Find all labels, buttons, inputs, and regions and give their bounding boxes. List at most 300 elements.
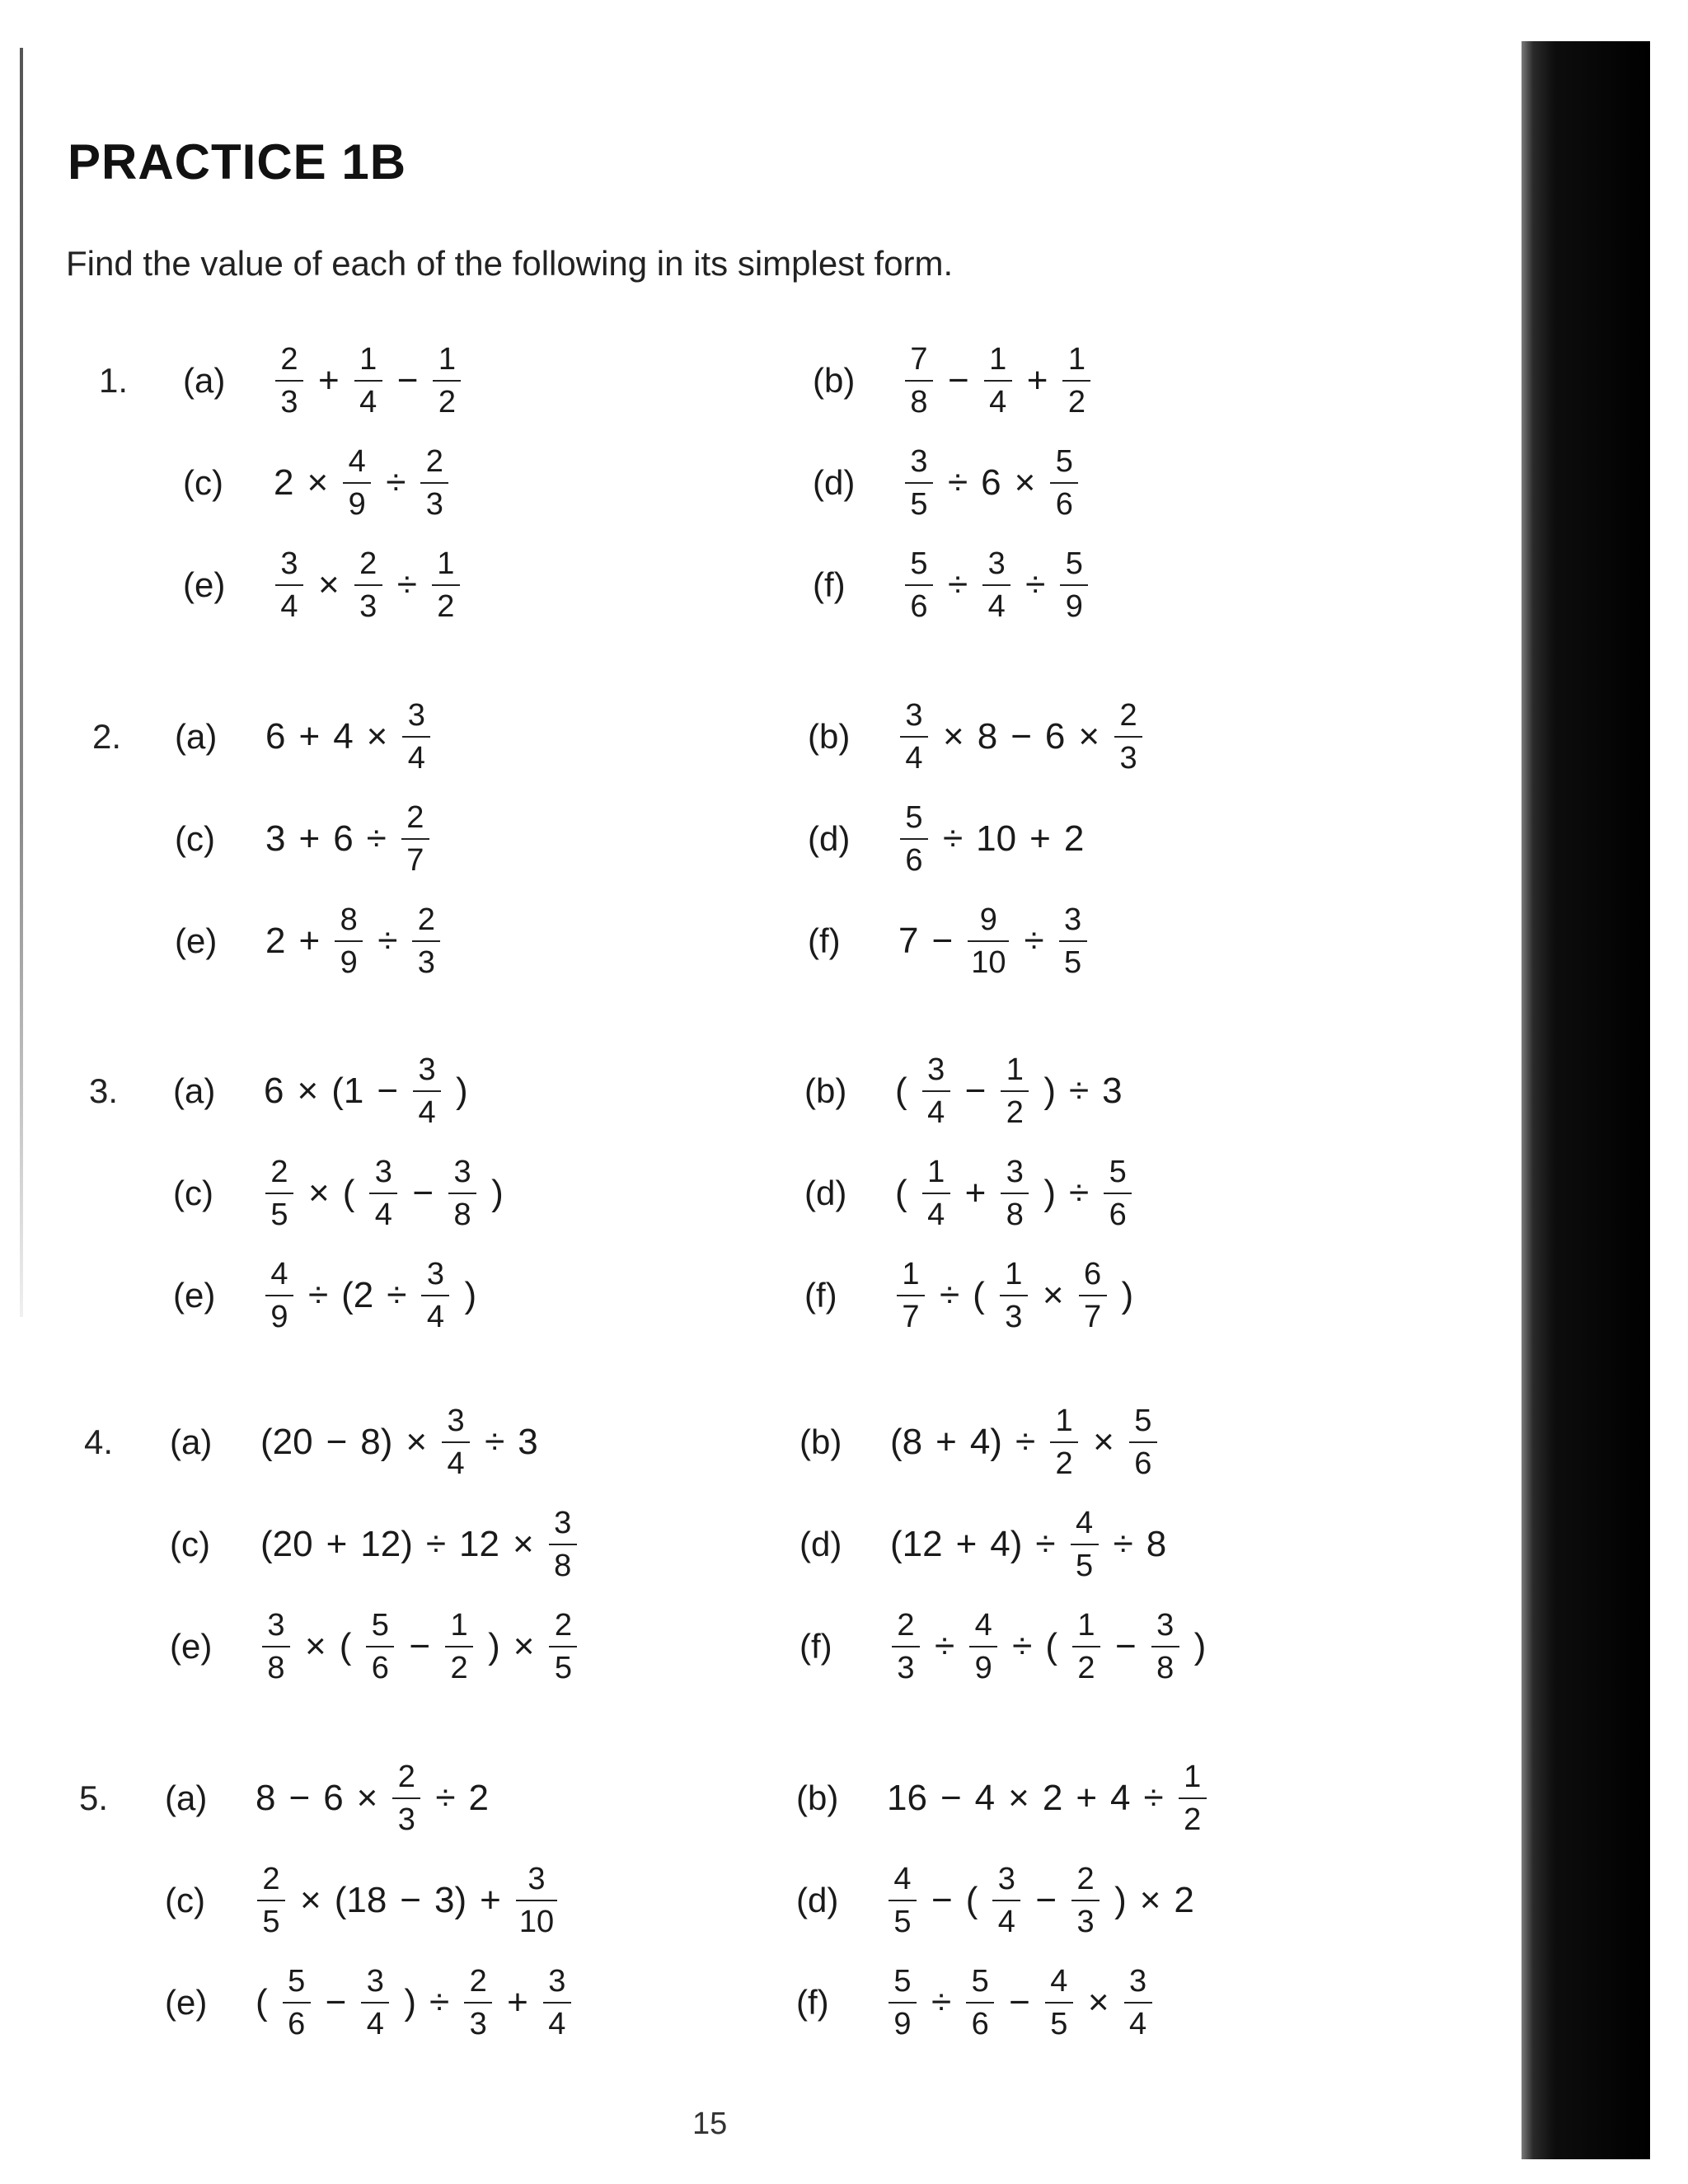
expression-token: ÷ xyxy=(425,1524,447,1564)
denominator: 4 xyxy=(927,1095,945,1130)
exercise-part xyxy=(808,790,1090,888)
expression-token: 6 xyxy=(333,818,354,859)
expression-token: ÷ xyxy=(948,565,968,605)
fraction xyxy=(1124,1966,1152,2040)
fraction xyxy=(1060,548,1088,622)
exercise-part xyxy=(804,1042,1129,1141)
denominator: 10 xyxy=(971,945,1006,980)
exercise-part xyxy=(170,1495,585,1594)
denominator: 9 xyxy=(974,1651,992,1685)
numerator: 2 xyxy=(425,444,443,479)
part-label: (b) xyxy=(796,1779,839,1817)
numerator: 2 xyxy=(417,902,435,937)
expression-token: 3 xyxy=(1102,1071,1123,1111)
expression-token: + xyxy=(298,818,321,859)
denominator: 4 xyxy=(418,1095,436,1130)
fraction xyxy=(984,344,1012,418)
expression-token: + xyxy=(326,1524,348,1564)
expression-token: ÷ xyxy=(948,462,968,503)
denominator: 4 xyxy=(927,1197,945,1232)
exercise-part xyxy=(175,790,438,888)
part-label: (d) xyxy=(799,1525,842,1563)
denominator: 9 xyxy=(270,1300,288,1334)
denominator: 2 xyxy=(438,385,456,419)
question-number: 3. xyxy=(89,1071,119,1110)
expression-token: − xyxy=(396,360,419,401)
fraction xyxy=(543,1966,571,2040)
expression-token: × xyxy=(1078,716,1100,757)
expression xyxy=(259,904,448,978)
expression xyxy=(884,1405,1165,1479)
fraction xyxy=(433,344,461,418)
part-label: (c) xyxy=(170,1525,210,1563)
denominator: 3 xyxy=(359,589,377,624)
fraction xyxy=(549,1507,577,1582)
exercise-part xyxy=(799,1393,1165,1492)
numerator: 3 xyxy=(1128,1964,1147,1999)
expression-token: 2 xyxy=(1063,818,1085,859)
exercise-part xyxy=(796,1749,1215,1848)
exercise-part xyxy=(813,536,1096,635)
expression xyxy=(257,1156,510,1230)
numerator: 3 xyxy=(407,698,425,733)
expression-token: 8 xyxy=(256,1778,276,1818)
expression-token: 3 xyxy=(518,1422,538,1462)
expression-token: − xyxy=(325,1982,347,2022)
expression xyxy=(249,1966,579,2040)
fraction xyxy=(1104,1156,1132,1230)
denominator: 4 xyxy=(359,385,377,419)
part-label: (e) xyxy=(175,921,218,960)
denominator: 8 xyxy=(1156,1651,1175,1685)
fraction xyxy=(922,1156,950,1230)
expression-token: + xyxy=(964,1173,987,1213)
fraction xyxy=(354,548,382,622)
instruction-text: Find the value of each of the following in its simplest form. xyxy=(66,244,954,283)
numerator: 3 xyxy=(1064,902,1082,937)
fraction xyxy=(275,548,303,622)
question-number: 4. xyxy=(84,1422,114,1461)
expression-token: ) xyxy=(1043,1071,1057,1111)
numerator: 2 xyxy=(397,1760,415,1794)
fraction xyxy=(421,1258,449,1333)
numerator: 2 xyxy=(469,1964,487,1999)
numerator: 4 xyxy=(974,1608,992,1643)
numerator: 2 xyxy=(554,1608,572,1643)
denominator: 6 xyxy=(1109,1197,1127,1232)
expression xyxy=(892,802,1090,876)
numerator: 2 xyxy=(359,546,377,581)
expression-token: − xyxy=(412,1173,434,1213)
expression-token: ÷ xyxy=(935,1626,955,1666)
expression-token: × xyxy=(513,1524,534,1564)
part-label: (a) xyxy=(183,361,226,400)
fraction xyxy=(361,1966,389,2040)
denominator: 9 xyxy=(1065,589,1083,624)
expression-token: 7 xyxy=(898,921,919,961)
expression-token: 6 xyxy=(264,1071,284,1111)
expression-token: − xyxy=(326,1422,348,1462)
expression-token: × xyxy=(305,1626,326,1666)
numerator: 8 xyxy=(340,902,358,937)
denominator: 5 xyxy=(1076,1549,1094,1583)
denominator: 9 xyxy=(348,487,366,522)
denominator: 4 xyxy=(997,1905,1015,1939)
denominator: 6 xyxy=(971,2007,989,2041)
fraction xyxy=(1062,344,1090,418)
expression-token: ( xyxy=(973,1275,985,1315)
part-label: (b) xyxy=(804,1071,847,1110)
fraction xyxy=(369,1156,397,1230)
exercise-part xyxy=(173,1246,483,1345)
denominator: 6 xyxy=(371,1651,389,1685)
denominator: 8 xyxy=(910,385,928,419)
numerator: 1 xyxy=(359,342,377,377)
expression-token: + xyxy=(1029,818,1051,859)
fraction xyxy=(265,1258,293,1333)
expression-token: + xyxy=(935,1422,957,1462)
expression-token: − xyxy=(377,1071,399,1111)
fraction xyxy=(905,446,933,520)
fraction xyxy=(1071,1863,1100,1938)
part-label: (c) xyxy=(173,1174,213,1212)
expression-token: × xyxy=(1014,462,1036,503)
denominator: 7 xyxy=(1083,1300,1102,1334)
exercise-part xyxy=(796,1953,1160,2052)
denominator: 7 xyxy=(406,843,424,878)
fraction xyxy=(905,548,933,622)
fraction xyxy=(448,1156,476,1230)
expression-token: + xyxy=(298,716,321,757)
expression-token: (18 xyxy=(334,1880,387,1920)
expression-token: 12) xyxy=(360,1524,413,1564)
exercise-part xyxy=(796,1851,1201,1950)
fraction xyxy=(1045,1966,1073,2040)
expression-token: ( xyxy=(339,1626,352,1666)
exercise-part xyxy=(804,1246,1140,1345)
fraction xyxy=(401,802,429,876)
expression xyxy=(892,700,1151,774)
expression-token: 2 xyxy=(1174,1880,1194,1920)
expression-token: 8 xyxy=(977,716,998,757)
exercise-part xyxy=(165,1953,579,2052)
numerator: 3 xyxy=(910,444,928,479)
expression xyxy=(897,548,1096,622)
denominator: 4 xyxy=(447,1446,465,1481)
expression-token: ÷ xyxy=(485,1422,505,1462)
denominator: 8 xyxy=(1006,1197,1024,1232)
fraction xyxy=(1151,1610,1179,1684)
expression-token: 6 xyxy=(1044,716,1066,757)
expression-token: ) xyxy=(404,1982,417,2022)
numerator: 9 xyxy=(979,902,997,937)
expression-token: ÷ xyxy=(1113,1524,1133,1564)
expression-token: ÷ xyxy=(377,921,398,961)
denominator: 3 xyxy=(280,385,298,419)
expression-token: × xyxy=(406,1422,428,1462)
expression-token: ÷ xyxy=(386,462,406,503)
expression-token: ÷ xyxy=(1012,1626,1033,1666)
expression-token: ) xyxy=(456,1071,468,1111)
denominator: 5 xyxy=(554,1651,572,1685)
expression-token: ( xyxy=(256,1982,268,2022)
fraction xyxy=(1001,1156,1029,1230)
fraction xyxy=(1001,1054,1029,1128)
expression-token: − xyxy=(931,921,954,961)
fraction xyxy=(1059,904,1087,978)
expression-token: ) xyxy=(1043,1173,1057,1213)
exercise-part xyxy=(175,687,438,786)
fraction xyxy=(1129,1405,1157,1479)
numerator: 1 xyxy=(902,1257,920,1291)
numerator: 7 xyxy=(910,342,928,377)
part-label: (d) xyxy=(796,1881,839,1919)
exercise-part xyxy=(183,434,457,532)
page-edge-shadow xyxy=(1522,41,1650,2159)
numerator: 3 xyxy=(554,1506,572,1540)
expression xyxy=(889,1054,1129,1128)
expression-token: × xyxy=(308,1173,330,1213)
denominator: 8 xyxy=(453,1197,471,1232)
numerator: 1 xyxy=(1067,342,1085,377)
exercise-part xyxy=(799,1597,1212,1696)
numerator: 2 xyxy=(280,342,298,377)
expression xyxy=(254,1405,545,1479)
expression-token: 10 xyxy=(976,818,1017,859)
denominator: 2 xyxy=(1055,1446,1073,1481)
numerator: 3 xyxy=(366,1964,384,1999)
denominator: 8 xyxy=(554,1549,572,1583)
numerator: 4 xyxy=(1050,1964,1068,1999)
numerator: 1 xyxy=(1006,1052,1024,1087)
expression-token: × xyxy=(1139,1880,1161,1920)
expression-token: × xyxy=(297,1071,319,1111)
exercise-part xyxy=(799,1495,1173,1594)
numerator: 3 xyxy=(267,1608,285,1643)
numerator: 5 xyxy=(910,546,928,581)
part-label: (d) xyxy=(808,819,851,858)
denominator: 4 xyxy=(1128,2007,1147,2041)
fraction xyxy=(413,1054,441,1128)
expression-token: − xyxy=(1009,1982,1030,2022)
expression xyxy=(249,1863,565,1938)
exercise-part xyxy=(808,687,1151,786)
denominator: 4 xyxy=(987,589,1006,624)
expression-token: 4) xyxy=(969,1422,1002,1462)
expression xyxy=(884,1507,1173,1582)
expression-token: ÷ xyxy=(1024,921,1044,961)
fraction xyxy=(412,904,440,978)
numerator: 5 xyxy=(1109,1155,1127,1189)
denominator: 6 xyxy=(1134,1446,1152,1481)
expression-token: 3) xyxy=(434,1880,467,1920)
fraction xyxy=(1050,446,1078,520)
numerator: 3 xyxy=(418,1052,436,1087)
expression-token: ( xyxy=(895,1071,907,1111)
expression-token: − xyxy=(931,1880,953,1920)
exercise-part xyxy=(165,1851,565,1950)
expression-token: − xyxy=(1010,716,1032,757)
numerator: 4 xyxy=(270,1257,288,1291)
part-label: (e) xyxy=(165,1983,208,2022)
part-label: (f) xyxy=(796,1983,829,2022)
fraction xyxy=(966,1966,994,2040)
part-label: (a) xyxy=(170,1422,213,1461)
fraction xyxy=(900,802,928,876)
denominator: 4 xyxy=(548,2007,566,2041)
expression-token: ÷ xyxy=(429,1982,450,2022)
exercise-part xyxy=(813,434,1086,532)
fraction xyxy=(1114,700,1142,774)
part-label: (a) xyxy=(175,717,218,756)
numerator: 1 xyxy=(437,546,455,581)
fraction xyxy=(432,548,460,622)
part-label: (b) xyxy=(799,1422,842,1461)
fraction xyxy=(402,700,430,774)
denominator: 3 xyxy=(417,945,435,980)
fraction xyxy=(354,344,382,418)
fraction xyxy=(442,1405,470,1479)
expression-token: × xyxy=(307,462,329,503)
expression-token: ÷ xyxy=(308,1275,329,1315)
exercise-part xyxy=(173,1144,510,1243)
part-label: (e) xyxy=(173,1276,216,1315)
expression-token: 2 xyxy=(265,921,286,961)
part-label: (d) xyxy=(813,463,856,502)
expression xyxy=(880,1863,1201,1938)
denominator: 4 xyxy=(989,385,1007,419)
expression-token: ÷ xyxy=(1025,565,1046,605)
part-label: (a) xyxy=(173,1071,216,1110)
fraction xyxy=(549,1610,577,1684)
denominator: 3 xyxy=(425,487,443,522)
denominator: 9 xyxy=(340,945,358,980)
expression-token: − xyxy=(288,1778,311,1818)
expression-token: ) xyxy=(464,1275,477,1315)
numerator: 2 xyxy=(1076,1862,1095,1896)
numerator: 1 xyxy=(1184,1760,1202,1794)
part-label: (c) xyxy=(175,819,215,858)
question-number: 5. xyxy=(79,1779,109,1817)
fraction xyxy=(464,1966,492,2040)
expression-token: 6 xyxy=(981,462,1001,503)
expression-token: ) xyxy=(1114,1880,1127,1920)
expression-token: − xyxy=(964,1071,987,1111)
fraction xyxy=(1050,1405,1078,1479)
exercise-part xyxy=(170,1393,545,1492)
numerator: 3 xyxy=(528,1862,546,1896)
numerator: 4 xyxy=(893,1862,912,1896)
part-label: (f) xyxy=(804,1276,837,1315)
expression-token: 4 xyxy=(1110,1778,1131,1818)
expression-token: × xyxy=(1008,1778,1029,1818)
denominator: 2 xyxy=(1006,1095,1024,1130)
fraction xyxy=(892,1610,920,1684)
expression-token: ) xyxy=(1121,1275,1134,1315)
expression-token: ÷ xyxy=(1015,1422,1036,1462)
exercise-part xyxy=(175,892,448,991)
part-label: (f) xyxy=(799,1627,832,1666)
fraction xyxy=(992,1863,1020,1938)
denominator: 5 xyxy=(1050,2007,1068,2041)
denominator: 6 xyxy=(905,843,923,878)
numerator: 3 xyxy=(997,1862,1015,1896)
expression-token: ÷ xyxy=(1069,1071,1090,1111)
expression-token: − xyxy=(948,360,969,401)
exercise-part xyxy=(173,1042,475,1141)
fraction xyxy=(889,1863,917,1938)
numerator: 1 xyxy=(927,1155,945,1189)
numerator: 1 xyxy=(450,1608,468,1643)
expression xyxy=(267,446,457,520)
numerator: 5 xyxy=(1134,1404,1152,1438)
fraction xyxy=(283,1966,311,2040)
expression-token: + xyxy=(480,1880,501,1920)
expression-token: 12 xyxy=(459,1524,499,1564)
part-label: (e) xyxy=(170,1627,213,1666)
numerator: 3 xyxy=(1006,1155,1024,1189)
expression-token: × xyxy=(943,716,964,757)
denominator: 3 xyxy=(897,1651,915,1685)
numerator: 3 xyxy=(987,546,1006,581)
expression-token: ÷ xyxy=(1069,1173,1090,1213)
fraction xyxy=(982,548,1010,622)
expression-token: ) xyxy=(491,1173,504,1213)
expression-token: + xyxy=(298,921,321,961)
denominator: 3 xyxy=(1005,1300,1023,1334)
question-number: 2. xyxy=(92,717,122,756)
denominator: 2 xyxy=(1184,1802,1202,1837)
denominator: 5 xyxy=(893,1905,912,1939)
denominator: 4 xyxy=(407,741,425,776)
numerator: 3 xyxy=(280,546,298,581)
expression-token: 6 xyxy=(323,1778,344,1818)
fraction xyxy=(897,1258,925,1333)
denominator: 4 xyxy=(905,741,923,776)
part-label: (c) xyxy=(165,1881,205,1919)
expression-token: 2 xyxy=(274,462,294,503)
fraction xyxy=(1071,1507,1099,1582)
fraction xyxy=(905,344,933,418)
numerator: 3 xyxy=(374,1155,392,1189)
expression-token: ( xyxy=(1045,1626,1057,1666)
expression xyxy=(884,1610,1212,1684)
expression-token: × xyxy=(366,716,388,757)
denominator: 4 xyxy=(426,1300,444,1334)
expression-token: ÷ xyxy=(366,818,387,859)
expression-token: 6 xyxy=(265,716,286,757)
expression-token: ÷ xyxy=(435,1778,456,1818)
numerator: 3 xyxy=(447,1404,465,1438)
expression xyxy=(892,904,1095,978)
expression xyxy=(880,1761,1215,1835)
expression-token: + xyxy=(507,1982,528,2022)
fraction xyxy=(343,446,371,520)
denominator: 3 xyxy=(397,1802,415,1837)
fraction xyxy=(366,1610,394,1684)
expression-token: + xyxy=(318,360,340,401)
denominator: 7 xyxy=(902,1300,920,1334)
fraction xyxy=(516,1863,557,1938)
expression-token: 4 xyxy=(333,716,354,757)
expression-token: × xyxy=(1093,1422,1114,1462)
numerator: 1 xyxy=(1005,1257,1023,1291)
fraction xyxy=(968,904,1009,978)
numerator: 1 xyxy=(989,342,1007,377)
denominator: 6 xyxy=(910,589,928,624)
expression xyxy=(257,1054,475,1128)
question-number: 1. xyxy=(99,361,129,400)
